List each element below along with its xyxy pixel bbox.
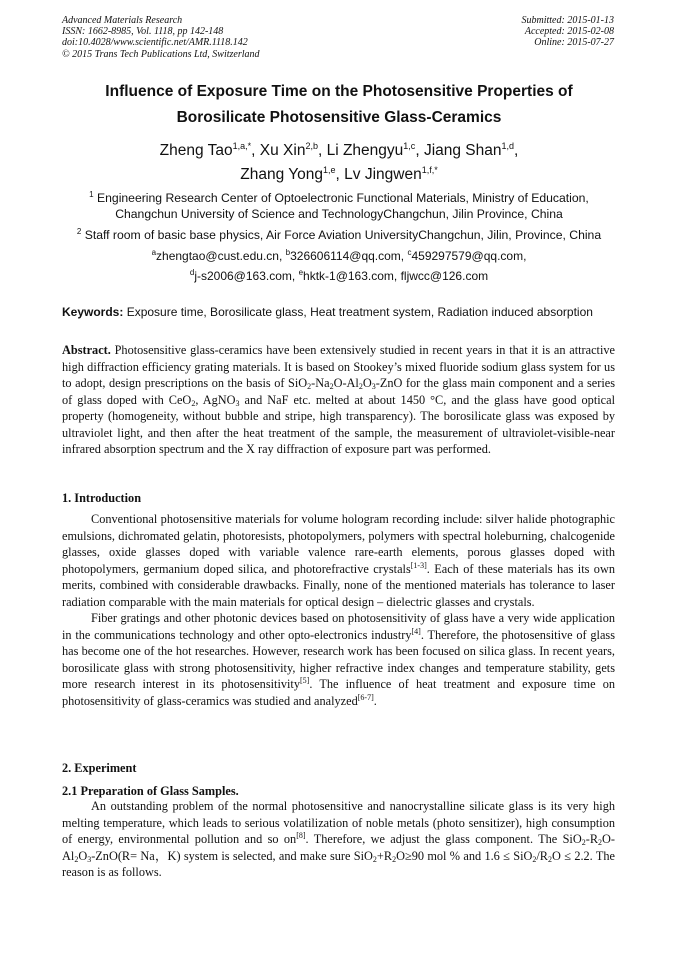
paragraph: Conventional photosensitive materials for volume hologram recording include: silver halide photographic emulsions, dichromated gelatin, photoresists, photopolymers, polymers with spectral holeburning, chalcogenide glasses, oxide glasses doped with variable valence rare-earth elements, porous glasses doped with photopolymers, germanium doped silica, and photorefractive crystals[1-3]. Each of these materials has its own merits, combined with considerable drawbacks. Finally, none of the mentioned materials has tolerance to laser radiation comparable with the main materials for optical design – dielectric glasses and crystals. bbox=[62, 512, 615, 609]
keywords-label: Keywords: bbox=[62, 305, 124, 319]
author-name: Zhang Yong bbox=[240, 166, 324, 183]
author-affil-mark: 1,d bbox=[501, 141, 515, 151]
doi: doi:10.4028/www.scientific.net/AMR.1118.142 bbox=[62, 37, 248, 49]
email: hktk-1@163.com, fljwcc@126.com bbox=[303, 269, 489, 283]
author-line-2: Zhang Yong$^{1,e}$, Lv Jingwen$^{1,f,*}$ bbox=[240, 165, 438, 183]
accepted-date: Accepted: 2015-02-08 bbox=[524, 26, 614, 38]
email-line-1: $^a$zhengtao@cust.edu.cn, $^b$326606114@qq.com, $^c$459297579@qq.com, bbox=[151, 248, 527, 263]
issn: ISSN: 1662-8985, Vol. 1118, pp 142-148 bbox=[62, 26, 224, 38]
affiliations bbox=[40, 190, 638, 248]
section-heading-introduction: 1. Introduction bbox=[62, 491, 142, 505]
keywords bbox=[62, 304, 618, 320]
submitted-date: Submitted: 2015-01-13 bbox=[521, 15, 614, 26]
title-line-1: Influence of Exposure Time on the Photosensitive Properties of bbox=[105, 83, 573, 100]
online-date: Online: 2015-07-27 bbox=[534, 37, 614, 49]
affiliation-1: $^1$ Engineering Research Center of Optoelectronic Functional Materials, Ministry of Education, Changchun University of Science and TechnologyChangchun, Jilin Province, China bbox=[89, 190, 589, 221]
author-affil-mark: 1,c bbox=[403, 141, 416, 151]
author-name: Li Zhengyu bbox=[326, 142, 404, 159]
citation: [5] bbox=[300, 676, 310, 685]
section-heading-experiment: 2. Experiment bbox=[62, 761, 137, 775]
email: j-s2006@163.com, bbox=[194, 269, 299, 283]
author-name: Lv Jingwen bbox=[344, 166, 422, 183]
abstract-label: Abstract. bbox=[62, 343, 111, 357]
author-name: Zheng Tao bbox=[159, 142, 233, 159]
paper-title bbox=[40, 79, 638, 131]
author-affil-mark: 1,f,* bbox=[421, 165, 438, 175]
author-affil-mark: 1,e bbox=[323, 165, 336, 175]
citation: [1-3] bbox=[410, 560, 427, 570]
author-list bbox=[40, 139, 638, 187]
email: 459297579@qq.com, bbox=[411, 249, 527, 263]
author-emails bbox=[40, 246, 638, 286]
keywords-text: Exposure time, Borosilicate glass, Heat treatment system, Radiation induced absorption bbox=[123, 305, 593, 319]
email-line-2: $^d$j-s2006@163.com, $^e$hktk-1@163.com, fljwcc@126.com bbox=[189, 268, 489, 283]
abstract: Abstract. Photosensitive glass-ceramics have been extensively studied in recent years in that it is an attractive high diffraction efficiency grating materials. It is based on Stookey’s mixed fluoride sodium glass system for us to adopt, design prescriptions on the basis of $SiO_2-Na_2O-Al_2O_3$-ZnO for the glass main component and a series of glass doped with CeO$_2$, AgNO$_3$ and NaF etc. melted at about 1450 °C, and the glass have good optical property (homogeneity, without bubble and stripe, high transparency). The borosilicate glass was exposed by ultraviolet light, and then after the heat treatment of the sample, the measurement of ultraviolet-visible-near infrared absorption spectrum and the X ray diffraction of exposure part was performed. bbox=[62, 343, 615, 456]
email: zhengtao@cust.edu.cn, bbox=[156, 249, 286, 263]
author-affil-mark: 2,b bbox=[305, 141, 318, 151]
subsection-heading: 2.1 Preparation of Glass Samples. bbox=[62, 784, 239, 798]
preparation-text bbox=[62, 798, 615, 881]
journal-header-left bbox=[62, 15, 260, 60]
copyright: © 2015 Trans Tech Publications Ltd, Switzerland bbox=[62, 48, 260, 60]
affiliation-2: $^2$ Staff room of basic base physics, Air Force Aviation UniversityChangchun, Jilin, Province, China bbox=[76, 227, 602, 242]
title-line-2: Borosilicate Photosensitive Glass-Ceramics bbox=[176, 109, 502, 126]
citation: [4] bbox=[411, 626, 421, 636]
author-affil-mark: 1,a,* bbox=[232, 141, 252, 151]
paragraph: An outstanding problem of the normal photosensitive and nanocrystalline silicate glass is its very high melting temperature, which leads to serious volatilization of noble metals (photo sensitizer), high consumption of energy, environmental pollution and so on[8]. Therefore, we adjust the glass component. The $SiO_2-R_2O-Al_2O_3-ZnO(R= Na$，K) system is selected, and make sure $SiO_2+R_2O\ge 90$ mol % and $1.6 \le SiO_2/R_2O \le 2.2$. The reason is as follows. bbox=[62, 799, 616, 879]
citation: [8] bbox=[296, 831, 306, 840]
author-name: Xu Xin bbox=[259, 142, 306, 159]
journal-header-right bbox=[522, 15, 615, 49]
introduction-text bbox=[62, 511, 615, 709]
author-name: Jiang Shan bbox=[423, 142, 502, 159]
citation: [6-7] bbox=[357, 692, 374, 702]
email: 326606114@qq.com, bbox=[290, 249, 408, 263]
journal-name: Advanced Materials Research bbox=[62, 15, 183, 26]
paragraph: Fiber gratings and other photonic devices based on photosensitivity of glass have a very wide application in the communications technology and other opto-electronics industry[4]. Therefore, the photosensitive of glass has become one of the hot researches. However, research work has been focused on silica glass. In recent years, borosilicate glass with strong photosensitivity, higher refractive index changes and temperature stability, gets more research interest in its photosensitivity[5]. The influence of heat treatment and exposure time on photosensitivity of glass-ceramics was studied and analyzed[6-7]. bbox=[62, 611, 615, 708]
author-line-1: Zheng Tao$^{1,a,*}$, Xu Xin$^{2,b}$, Li Zhengyu$^{1,c}$, Jiang Shan$^{1,d}$, bbox=[159, 141, 519, 159]
